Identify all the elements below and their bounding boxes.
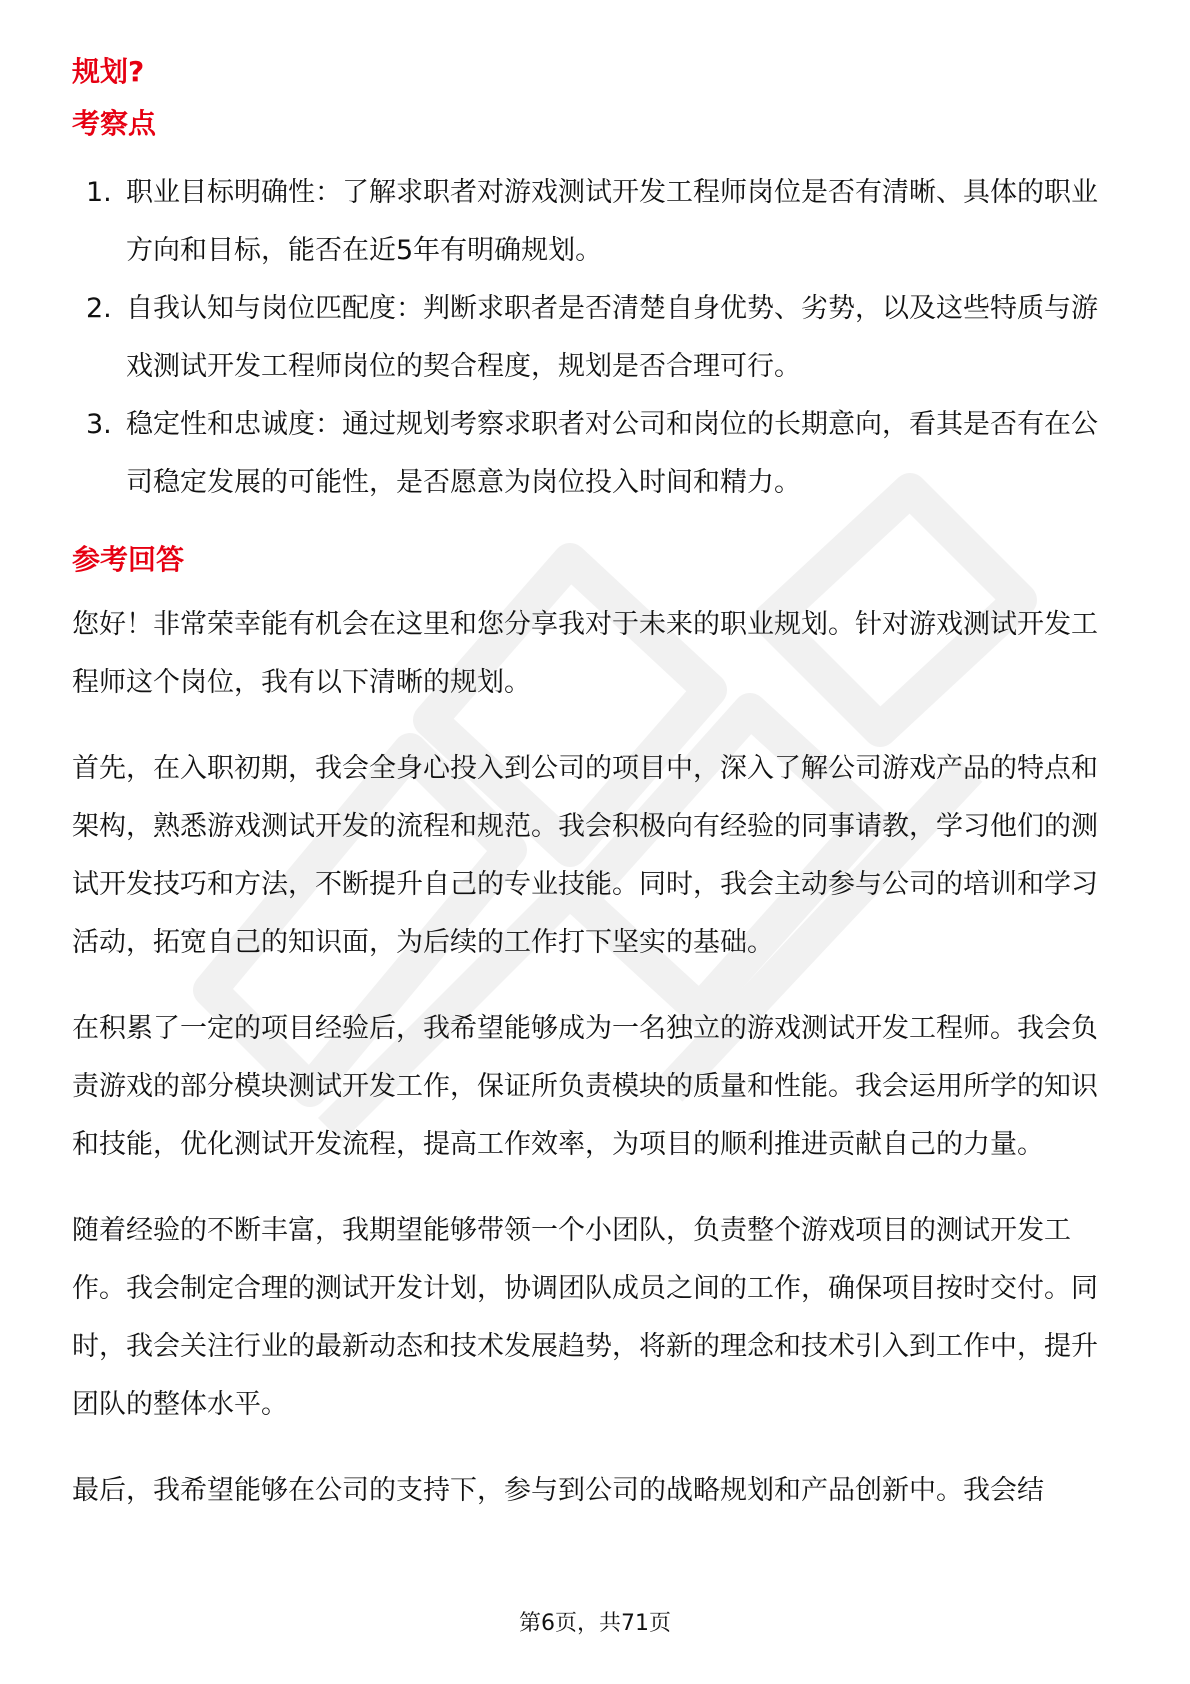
list-item-text: 自我认知与岗位匹配度：判断求职者是否清楚自身优势、劣势，以及这些特质与游戏测试开发工程师岗位的契合程度，规划是否合理可行。 [126,293,1098,382]
list-item-number: 2. [86,293,112,324]
page-title: 规划? [72,55,145,88]
list-item-text: 稳定性和忠诚度：通过规划考察求职者对公司和岗位的长期意向，看其是否有在公司稳定发展的可能性，是否愿意为岗位投入时间和精力。 [126,409,1098,498]
list-item [72,164,1122,280]
list-item-text: 职业目标明确性：了解求职者对游戏测试开发工程师岗位是否有清晰、具体的职业方向和目标，能否在近5年有明确规划。 [126,177,1098,266]
points-list [72,164,1122,512]
answer-paragraph: 随着经验的不断丰富，我期望能够带领一个小团队，负责整个游戏项目的测试开发工作。我会制定合理的测试开发计划，协调团队成员之间的工作，确保项目按时交付。同时，我会关注行业的最新动态和技术发展趋势，将新的理念和技术引入到工作中，提升团队的整体水平。 [72,1215,1098,1420]
page-number-footer: 第6页，共71页 [519,1611,671,1636]
section-heading-points: 考察点 [72,107,157,140]
list-item [72,280,1122,396]
answer-paragraph: 首先，在入职初期，我会全身心投入到公司的项目中，深入了解公司游戏产品的特点和架构，熟悉游戏测试开发的流程和规范。我会积极向有经验的同事请教，学习他们的测试开发技巧和方法，不断提升自己的专业技能。同时，我会主动参与公司的培训和学习活动，拓宽自己的知识面，为后续的工作打下坚实的基础。 [72,753,1098,958]
list-item-number: 3. [86,409,112,440]
section-heading-answer: 参考回答 [72,543,185,576]
answer-paragraph: 在积累了一定的项目经验后，我希望能够成为一名独立的游戏测试开发工程师。我会负责游戏的部分模块测试开发工作，保证所负责模块的质量和性能。我会运用所学的知识和技能，优化测试开发流程，提高工作效率，为项目的顺利推进贡献自己的力量。 [72,1013,1098,1160]
list-item-number: 1. [86,177,112,208]
list-item [72,396,1122,512]
answer-paragraph: 您好！非常荣幸能有机会在这里和您分享我对于未来的职业规划。针对游戏测试开发工程师这个岗位，我有以下清晰的规划。 [72,609,1098,698]
answer-paragraph: 最后，我希望能够在公司的支持下，参与到公司的战略规划和产品创新中。我会结 [72,1475,1044,1506]
